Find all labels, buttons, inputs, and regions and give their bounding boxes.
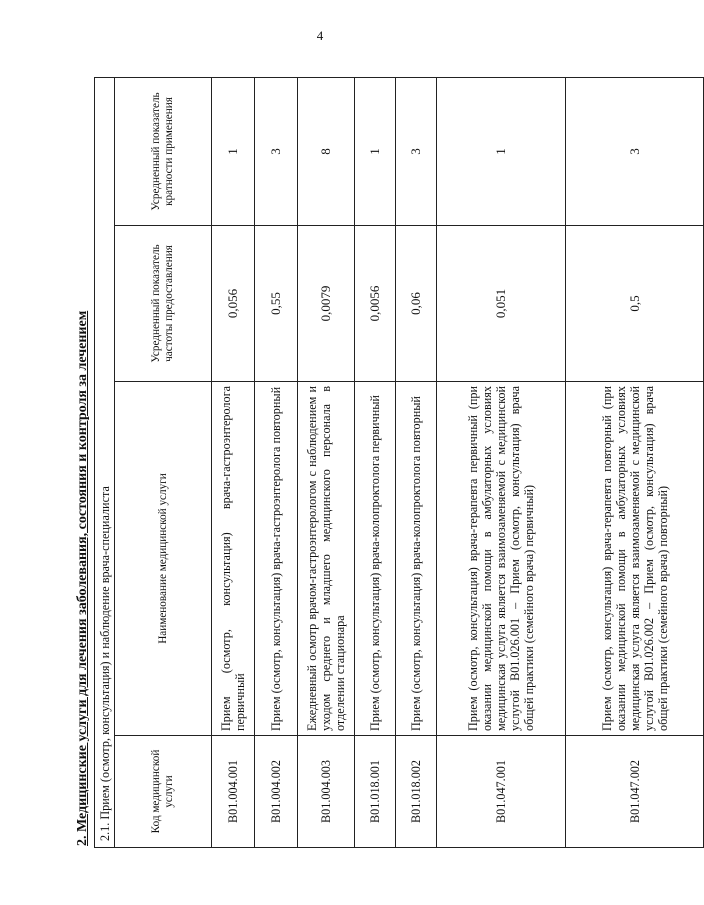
subsection-row [95,78,115,848]
subsection-title: 2.1. Прием (осмотр, консультация) и наблюдение врача-специалиста [95,78,115,848]
header-frequency: Усредненный показатель частоты предоставления [115,226,212,382]
table-header-row [115,78,212,848]
row-frequency: 0,0079 [298,226,355,382]
table-row [255,78,298,848]
table-row [212,78,255,848]
row-frequency: 0,06 [396,226,437,382]
row-code: B01.047.001 [437,736,566,848]
section-title: 2. Медицинские услуги для лечения заболевания, состояния и контроля за лечением [75,310,90,846]
row-multiplicity: 1 [212,78,255,226]
table-row [566,78,704,848]
row-name: Прием (осмотр, консультация) врача-терапевта первичный (при оказании медицинской помощи в амбулаторных условиях медицинская услуга является взаимозаменяемой с медицинской услугой B01.026.001 – Прием (осмотр, консультация) врача общей практики (семейного врача) первичный) [437,382,566,736]
row-frequency: 0,0056 [355,226,396,382]
row-frequency: 0,051 [437,226,566,382]
row-multiplicity: 8 [298,78,355,226]
services-table [94,77,704,848]
table-row [298,78,355,848]
header-name: Наименование медицинской услуги [115,382,212,736]
row-code: B01.004.003 [298,736,355,848]
row-frequency: 0,056 [212,226,255,382]
row-code: B01.018.001 [355,736,396,848]
table-row [396,78,437,848]
page-number: 4 [316,28,324,43]
row-name: Прием (осмотр, консультация) врача-терапевта повторный (при оказании медицинской помощи в амбулаторных условиях медицинская услуга является взаимозаменяемой с медицинской услугой B01.026.002 – Прием (осмотр, консультация) врача общей практики (семейного врача) повторный) [566,382,704,736]
row-code: B01.018.002 [396,736,437,848]
row-multiplicity: 1 [355,78,396,226]
row-name: Ежедневный осмотр врачом-гастроэнтерологом с наблюдением и уходом среднего и младшего медицинского персонала в отделении стационара [298,382,355,736]
row-name: Прием (осмотр, консультация) врача-гастроэнтеролога первичный [212,382,255,736]
row-multiplicity: 3 [566,78,704,226]
header-code: Код медицинской услуги [115,736,212,848]
row-multiplicity: 3 [396,78,437,226]
header-multiplicity: Усредненный показатель кратности применения [115,78,212,226]
row-code: B01.047.002 [566,736,704,848]
row-code: B01.004.001 [212,736,255,848]
row-frequency: 0,55 [255,226,298,382]
rotated-content [72,78,670,848]
table-row [355,78,396,848]
row-code: B01.004.002 [255,736,298,848]
row-multiplicity: 3 [255,78,298,226]
table-row [437,78,566,848]
row-name: Прием (осмотр, консультация) врача-колопроктолога повторный [396,382,437,736]
row-name: Прием (осмотр, консультация) врача-гастроэнтеролога повторный [255,382,298,736]
row-frequency: 0,5 [566,226,704,382]
row-multiplicity: 1 [437,78,566,226]
row-name: Прием (осмотр, консультация) врача-колопроктолога первичный [355,382,396,736]
